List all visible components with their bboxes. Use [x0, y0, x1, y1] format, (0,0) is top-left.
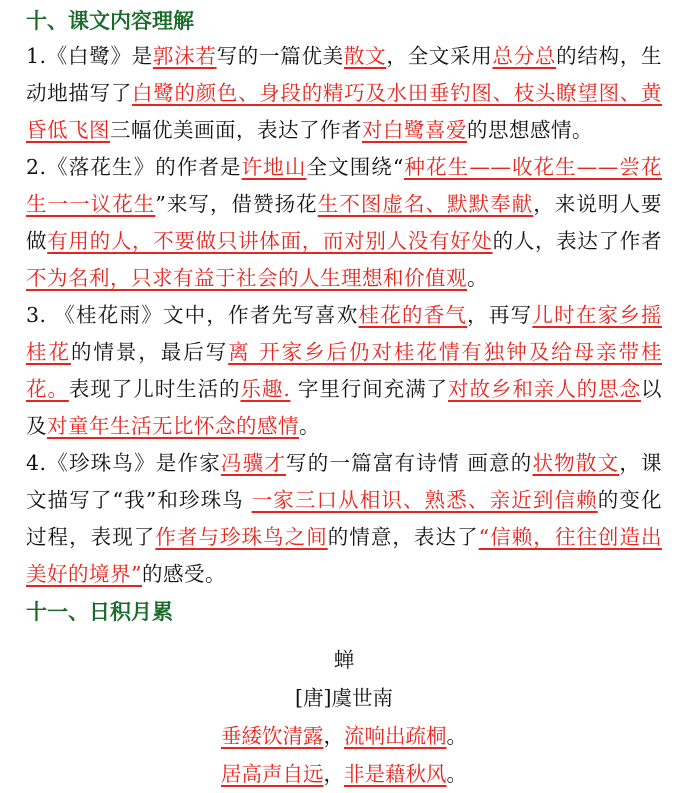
text-segment: 写的一篇优美: [216, 44, 344, 68]
section-11-heading: 十一、日积月累: [26, 600, 173, 624]
text-segment: 。: [467, 266, 488, 290]
poem-body: [26, 717, 662, 793]
text-segment: 3. 《桂花雨》文中，作者先写喜欢: [26, 303, 359, 327]
highlighted-answer: 不为名利，只求有益于社会的人生理想和价值观: [26, 266, 467, 290]
text-segment: ，: [323, 762, 344, 786]
highlighted-answer: 有用的人，不要做只讲体面，而对别人没有好处: [47, 229, 493, 253]
text-segment: 1.《白鹭》是: [26, 44, 153, 68]
highlighted-answer: 对白鹭喜爱: [362, 118, 467, 142]
text-segment: 2.《落花生》的作者是: [26, 155, 242, 179]
highlighted-answer: 儿时在家乡摇桂花: [26, 303, 663, 364]
text-segment: 的感受。: [141, 562, 226, 586]
highlighted-answer: 郭沫若: [152, 44, 217, 68]
highlighted-answer: 生不图虚名、默默奉献: [317, 192, 534, 216]
text-segment: 字里行间充满了: [290, 377, 448, 401]
section-10-heading: 十、课文内容理解: [26, 9, 194, 33]
text-segment: 表现了儿时生活的: [68, 377, 241, 401]
highlighted-answer: 流响出疏桐: [344, 724, 447, 748]
poem-line-2: [26, 755, 662, 793]
text-segment: 的变化过程，表现了: [26, 488, 663, 549]
text-segment: 。: [299, 414, 320, 438]
text-segment: 4.《珍珠鸟》是作家: [26, 451, 221, 475]
highlighted-answer: 垂緌饮清露: [221, 724, 324, 748]
highlighted-answer: 冯骥才: [220, 451, 287, 475]
text-segment: ，全文采用: [386, 44, 493, 68]
poem-line-1: [26, 717, 662, 755]
poem-title: 蝉: [333, 648, 355, 672]
highlighted-answer: 离 开家乡后仍对桂花情有独钟及给母亲带桂花。: [26, 340, 663, 401]
text-segment: 的人，表达了作者: [492, 229, 663, 253]
text-segment: 的思想感情。: [467, 118, 593, 142]
highlighted-answer: 状物散文: [532, 451, 620, 475]
highlighted-answer: 对故乡和亲人的思念: [448, 377, 642, 401]
highlighted-answer: 乐趣.: [240, 377, 291, 401]
text-segment: ”来写，借赞扬花: [155, 192, 318, 216]
text-segment: 的结构，生动地描写了: [26, 44, 663, 105]
text-segment: ，来说明人要做: [26, 192, 663, 253]
content-item-3: [26, 297, 662, 445]
text-segment: ，再写: [467, 303, 533, 327]
content-item-2: [26, 149, 662, 297]
highlighted-answer: 桂花的香气: [358, 303, 468, 327]
highlighted-answer: 居高声自远: [221, 762, 324, 786]
text-segment: 。: [446, 762, 467, 786]
highlighted-answer: 一家三口从相识、熟悉、亲近到信赖: [251, 488, 598, 512]
text-segment: ，课文描写了“我”和珍珠鸟: [26, 451, 663, 512]
highlighted-answer: 种花生——收花生——尝花生一一议花生: [26, 155, 662, 216]
text-segment: 。: [446, 724, 467, 748]
highlighted-answer: 白鹭的颜色、身段的精巧及水田垂钓图、枝头瞭望图、黄昏低飞图: [26, 81, 663, 142]
highlighted-answer: 许地山: [241, 155, 307, 179]
text-segment: 的情意，表达了: [327, 525, 479, 549]
content-item-1: [26, 38, 662, 149]
highlighted-answer: 散文: [343, 44, 387, 68]
text-segment: 全文围绕“: [306, 155, 404, 179]
highlighted-answer: 作者与珍珠鸟之间: [155, 525, 328, 549]
section-10-content: [26, 38, 662, 593]
poem-author: [唐]虞世南: [295, 686, 393, 710]
text-segment: 以及: [26, 377, 663, 438]
content-item-4: [26, 445, 662, 593]
highlighted-answer: “信赖，往往创造出美好的境界”: [26, 525, 663, 586]
highlighted-answer: 对童年生活无比怀念的感情: [47, 414, 299, 438]
highlighted-answer: 非是藉秋风: [344, 762, 447, 786]
text-segment: 写的一篇富有诗情 画意的: [286, 451, 533, 475]
text-segment: 的情景，最后写: [70, 340, 229, 364]
highlighted-answer: 总分总: [492, 44, 557, 68]
text-segment: 三幅优美画面，表达了作者: [110, 118, 362, 142]
text-segment: ，: [323, 724, 344, 748]
